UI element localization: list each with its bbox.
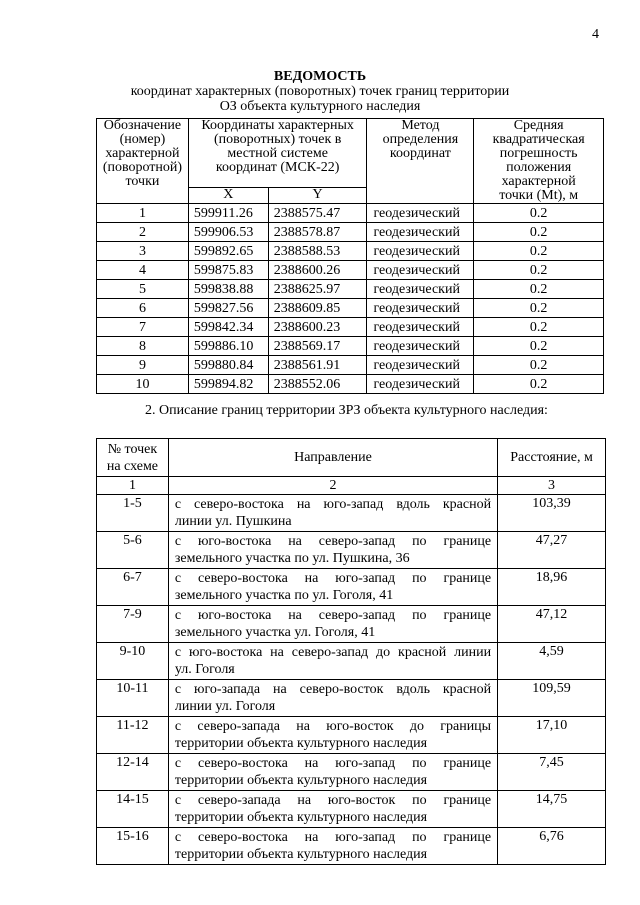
cell-error: 0.2 xyxy=(474,375,604,394)
cell-error: 0.2 xyxy=(474,337,604,356)
table-row xyxy=(97,495,606,532)
cell-point: 4 xyxy=(97,261,189,280)
table-row xyxy=(97,356,604,375)
cell-x: 599842.34 xyxy=(188,318,268,337)
header-num-2: 2 xyxy=(168,477,497,495)
table-row xyxy=(97,569,606,606)
cell-points: 6-7 xyxy=(97,569,169,606)
title-line-3: ОЗ объекта культурного наследия xyxy=(219,99,421,114)
cell-y: 2388588.53 xyxy=(268,242,367,261)
cell-distance: 47,12 xyxy=(498,606,606,643)
cell-point: 2 xyxy=(97,223,189,242)
cell-error: 0.2 xyxy=(474,356,604,375)
cell-points: 7-9 xyxy=(97,606,169,643)
table-row xyxy=(97,261,604,280)
cell-x: 599911.26 xyxy=(188,204,268,223)
cell-direction: с юго-востока на северо-запад до красной линии ул. Гоголя xyxy=(168,643,497,680)
cell-x: 599838.88 xyxy=(188,280,268,299)
cell-method: геодезический xyxy=(367,299,474,318)
header-coordinates: Координаты характерных (поворотных) точек в местной системе координат (МСК-22) xyxy=(188,119,367,188)
cell-method: геодезический xyxy=(367,280,474,299)
page-number: 4 xyxy=(592,27,599,42)
table-row xyxy=(97,828,606,865)
table-row xyxy=(97,204,604,223)
cell-distance: 7,45 xyxy=(498,754,606,791)
header-points: № точек на схеме xyxy=(97,439,169,477)
cell-error: 0.2 xyxy=(474,242,604,261)
cell-points: 10-11 xyxy=(97,680,169,717)
cell-point: 5 xyxy=(97,280,189,299)
cell-method: геодезический xyxy=(367,318,474,337)
table-row xyxy=(97,242,604,261)
header-distance: Расстояние, м xyxy=(498,439,606,477)
table-row xyxy=(97,791,606,828)
table-row xyxy=(97,337,604,356)
cell-y: 2388575.47 xyxy=(268,204,367,223)
cell-points: 14-15 xyxy=(97,791,169,828)
cell-error: 0.2 xyxy=(474,223,604,242)
cell-y: 2388578.87 xyxy=(268,223,367,242)
cell-direction: с северо-запада на юго-восток по границе территории объекта культурного наследия xyxy=(168,791,497,828)
header-num-1: 1 xyxy=(97,477,169,495)
table-row xyxy=(97,280,604,299)
cell-point: 1 xyxy=(97,204,189,223)
cell-error: 0.2 xyxy=(474,261,604,280)
cell-distance: 14,75 xyxy=(498,791,606,828)
cell-points: 15-16 xyxy=(97,828,169,865)
cell-error: 0.2 xyxy=(474,299,604,318)
cell-points: 1-5 xyxy=(97,495,169,532)
cell-x: 599827.56 xyxy=(188,299,268,318)
header-num-3: 3 xyxy=(498,477,606,495)
cell-points: 12-14 xyxy=(97,754,169,791)
cell-point: 10 xyxy=(97,375,189,394)
cell-y: 2388561.91 xyxy=(268,356,367,375)
cell-distance: 103,39 xyxy=(498,495,606,532)
cell-points: 9-10 xyxy=(97,643,169,680)
header-direction: Направление xyxy=(168,439,497,477)
title-line-2: координат характерных (поворотных) точек границ территории xyxy=(130,84,510,99)
cell-direction: с северо-востока на юго-запад по границе территории объекта культурного наследия xyxy=(168,754,497,791)
cell-y: 2388552.06 xyxy=(268,375,367,394)
header-x: X xyxy=(188,188,268,204)
cell-direction: с юго-запада на северо-восток вдоль красной линии ул. Гоголя xyxy=(168,680,497,717)
table-row xyxy=(97,717,606,754)
cell-x: 599880.84 xyxy=(188,356,268,375)
header-error: Средняя квадратическая погрешность положения характерной точки (Mt), м xyxy=(474,119,604,204)
cell-point: 6 xyxy=(97,299,189,318)
table-row xyxy=(97,318,604,337)
table-row xyxy=(97,532,606,569)
cell-y: 2388569.17 xyxy=(268,337,367,356)
boundary-description-table xyxy=(96,438,606,865)
table-row xyxy=(97,643,606,680)
cell-distance: 109,59 xyxy=(498,680,606,717)
cell-method: геодезический xyxy=(367,375,474,394)
cell-direction: с юго-востока на северо-запад по границе земельного участка по ул. Пушкина, 36 xyxy=(168,532,497,569)
cell-point: 3 xyxy=(97,242,189,261)
cell-method: геодезический xyxy=(367,261,474,280)
cell-method: геодезический xyxy=(367,223,474,242)
cell-point: 8 xyxy=(97,337,189,356)
cell-points: 5-6 xyxy=(97,532,169,569)
cell-y: 2388625.97 xyxy=(268,280,367,299)
cell-distance: 17,10 xyxy=(498,717,606,754)
header-method: Метод определения координат xyxy=(367,119,474,204)
header-y: Y xyxy=(268,188,367,204)
cell-y: 2388600.23 xyxy=(268,318,367,337)
cell-method: геодезический xyxy=(367,242,474,261)
cell-distance: 4,59 xyxy=(498,643,606,680)
cell-direction: с юго-востока на северо-запад по границе земельного участка ул. Гоголя, 41 xyxy=(168,606,497,643)
cell-y: 2388600.26 xyxy=(268,261,367,280)
document-title xyxy=(0,69,640,114)
cell-distance: 6,76 xyxy=(498,828,606,865)
cell-error: 0.2 xyxy=(474,280,604,299)
table-row xyxy=(97,606,606,643)
cell-error: 0.2 xyxy=(474,318,604,337)
table-row xyxy=(97,223,604,242)
cell-method: геодезический xyxy=(367,356,474,375)
section-2-title: 2. Описание границ территории ЗРЗ объекта культурного наследия: xyxy=(145,403,548,418)
title-line-1: ВЕДОМОСТЬ xyxy=(273,69,367,84)
coordinates-table xyxy=(96,118,604,394)
table-row xyxy=(97,680,606,717)
cell-x: 599906.53 xyxy=(188,223,268,242)
cell-direction: с северо-востока на юго-запад по границе земельного участка по ул. Гоголя, 41 xyxy=(168,569,497,606)
cell-distance: 47,27 xyxy=(498,532,606,569)
cell-point: 7 xyxy=(97,318,189,337)
cell-x: 599892.65 xyxy=(188,242,268,261)
cell-direction: с северо-востока на юго-запад вдоль красной линии ул. Пушкина xyxy=(168,495,497,532)
cell-direction: с северо-запада на юго-восток до границы территории объекта культурного наследия xyxy=(168,717,497,754)
cell-y: 2388609.85 xyxy=(268,299,367,318)
table-row xyxy=(97,754,606,791)
cell-x: 599894.82 xyxy=(188,375,268,394)
header-point-designation: Обозначение (номер) характерной (поворотной) точки xyxy=(97,119,189,204)
table-row xyxy=(97,375,604,394)
cell-method: геодезический xyxy=(367,337,474,356)
cell-direction: с северо-востока на юго-запад по границе территории объекта культурного наследия xyxy=(168,828,497,865)
cell-error: 0.2 xyxy=(474,204,604,223)
cell-x: 599875.83 xyxy=(188,261,268,280)
table-row xyxy=(97,299,604,318)
cell-points: 11-12 xyxy=(97,717,169,754)
cell-method: геодезический xyxy=(367,204,474,223)
cell-x: 599886.10 xyxy=(188,337,268,356)
cell-point: 9 xyxy=(97,356,189,375)
cell-distance: 18,96 xyxy=(498,569,606,606)
